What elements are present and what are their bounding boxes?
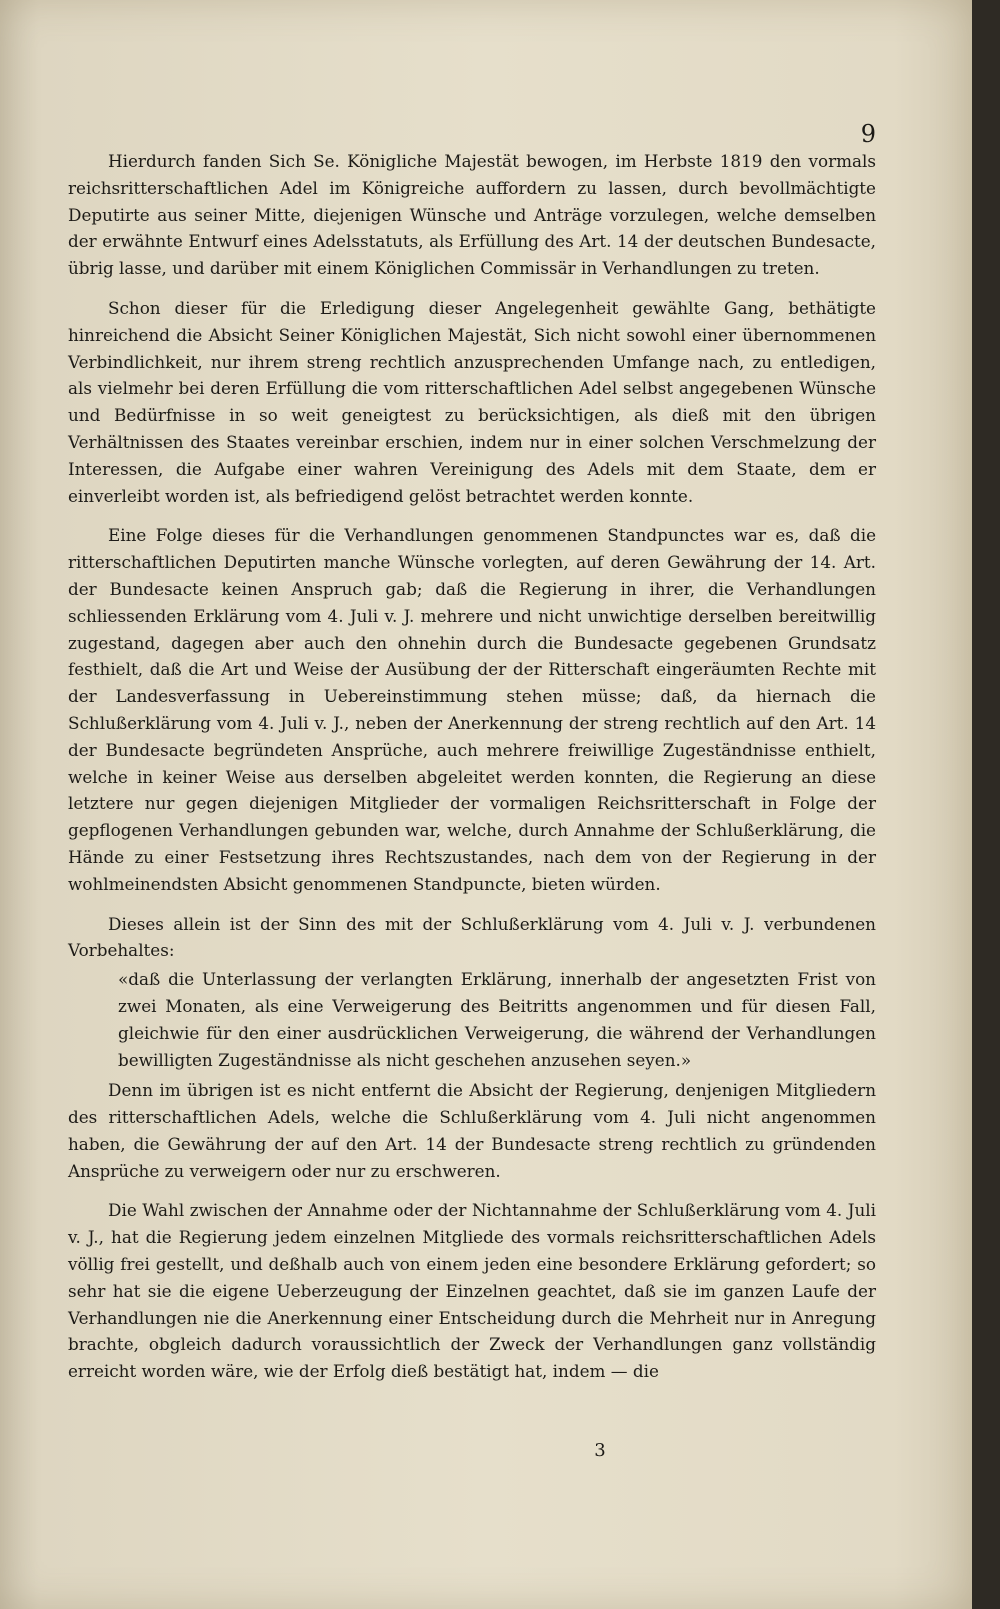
signature-mark: 3	[594, 1440, 606, 1461]
body-text	[68, 148, 876, 1398]
paragraph: Eine Folge dieses für die Verhandlungen genommenen Standpunctes war es, daß die ritterschaftlichen Deputirten manche Wünsche vorlegten, auf deren Gewährung der 14. Art. der Bundesacte keinen Anspruch gab; daß die Regierung in ihrer, die Verhandlungen schliessenden Erklärung vom 4. Juli v. J. mehrere und nicht unwichtige derselben bereitwillig zugestand, dagegen aber auch den ohnehin durch die Bundesacte gegebenen Grundsatz festhielt, daß die Art und Weise der Ausübung der der Ritterschaft eingeräumten Rechte mit der Landesverfassung in Uebereinstimmung stehen müsse; daß, da hiernach die Schlußerklärung vom 4. Juli v. J., neben der Anerkennung der streng rechtlich auf den Art. 14 der Bundesacte begründeten Ansprüche, auch mehrere freiwillige Zugeständnisse enthielt, welche in keiner Weise aus derselben abgeleitet werden konnten, die Regierung an diese letztere nur gegen diejenigen Mitglieder der vormaligen Reichsritterschaft in Folge der gepflogenen Verhandlungen gebunden war, welche, durch Annahme der Schlußerklärung, die Hände zu einer Festsetzung ihres Rechtszustandes, nach dem von der Regierung in der wohlmeinendsten Absicht genommenen Standpuncte, bieten würden.	[68, 525, 876, 894]
paragraph: Hierdurch fanden Sich Se. Königliche Majestät bewogen, im Herbste 1819 den vormals reichsritterschaftlichen Adel im Königreiche auffordern zu lassen, durch bevollmächtigte Deputirte aus seiner Mitte, diejenigen Wünsche und Anträge vorzulegen, welche demselben der erwähnte Entwurf eines Adelsstatuts, als Erfüllung des Art. 14 der deutschen Bundesacte, übrig lasse, und darüber mit einem Königlichen Commissär in Verhandlungen zu treten.	[68, 151, 876, 279]
block-quote: «daß die Unterlassung der verlangten Erklärung, innerhalb der angesetzten Frist von zwei Monaten, als eine Verweigerung des Beitritts angenommen und für diesen Fall, gleichwie für den einer ausdrücklichen Verweigerung, die während der Verhandlungen bewilligten Zugeständnisse als nicht geschehen anzusehen seyen.»	[118, 969, 876, 1070]
paragraph: Dieses allein ist der Sinn des mit der Schlußerklärung vom 4. Juli v. J. verbundenen Vorbehaltes:	[68, 913, 876, 961]
paragraph: Schon dieser für die Erledigung dieser Angelegenheit gewählte Gang, bethätigte hinreichend die Absicht Seiner Königlichen Majestät, Sich nicht sowohl einer übernommenen Verbindlichkeit, nur ihrem streng rechtlich anzusprechenden Umfange nach, zu entledigen, als vielmehr bei deren Erfüllung die vom ritterschaftlichen Adel selbst angegebenen Wünsche und Bedürfnisse in so weit geneigtest zu berücksichtigen, als dieß mit den übrigen Verhältnissen des Staates vereinbar erschien, indem nur in einer solchen Verschmelzung der Interessen, die Aufgabe einer wahren Vereinigung des Adels mit dem Staate, dem er einverleibt worden ist, als befriedigend gelöst betrachtet werden konnte.	[68, 297, 876, 506]
paragraph: Die Wahl zwischen der Annahme oder der Nichtannahme der Schlußerklärung vom 4. Juli v. J., hat die Regierung jedem einzelnen Mitgliede des vormals reichsritterschaftlichen Adels völlig frei gestellt, und deßhalb auch von einem jeden eine besondere Erklärung gefordert; so sehr hat sie die eigene Ueberzeugung der Einzelnen geachtet, daß sie im ganzen Laufe der Verhandlungen nie die Anerkennung einer Entscheidung durch die Mehrheit nur in Anregung brachte, obgleich dadurch voraussichtlich der Zweck der Verhandlungen ganz vollständig erreicht worden wäre, wie der Erfolg dieß bestätigt hat, indem — die	[68, 1200, 876, 1382]
paragraph: Denn im übrigen ist es nicht entfernt die Absicht der Regierung, denjenigen Mitgliedern des ritterschaftlichen Adels, welche die Schlußerklärung vom 4. Juli nicht angenommen haben, die Gewährung der auf den Art. 14 der Bundesacte streng rechtlich zu gründenden Ansprüche zu verweigern oder nur zu erschweren.	[68, 1080, 876, 1181]
page-number: 9	[860, 120, 876, 148]
